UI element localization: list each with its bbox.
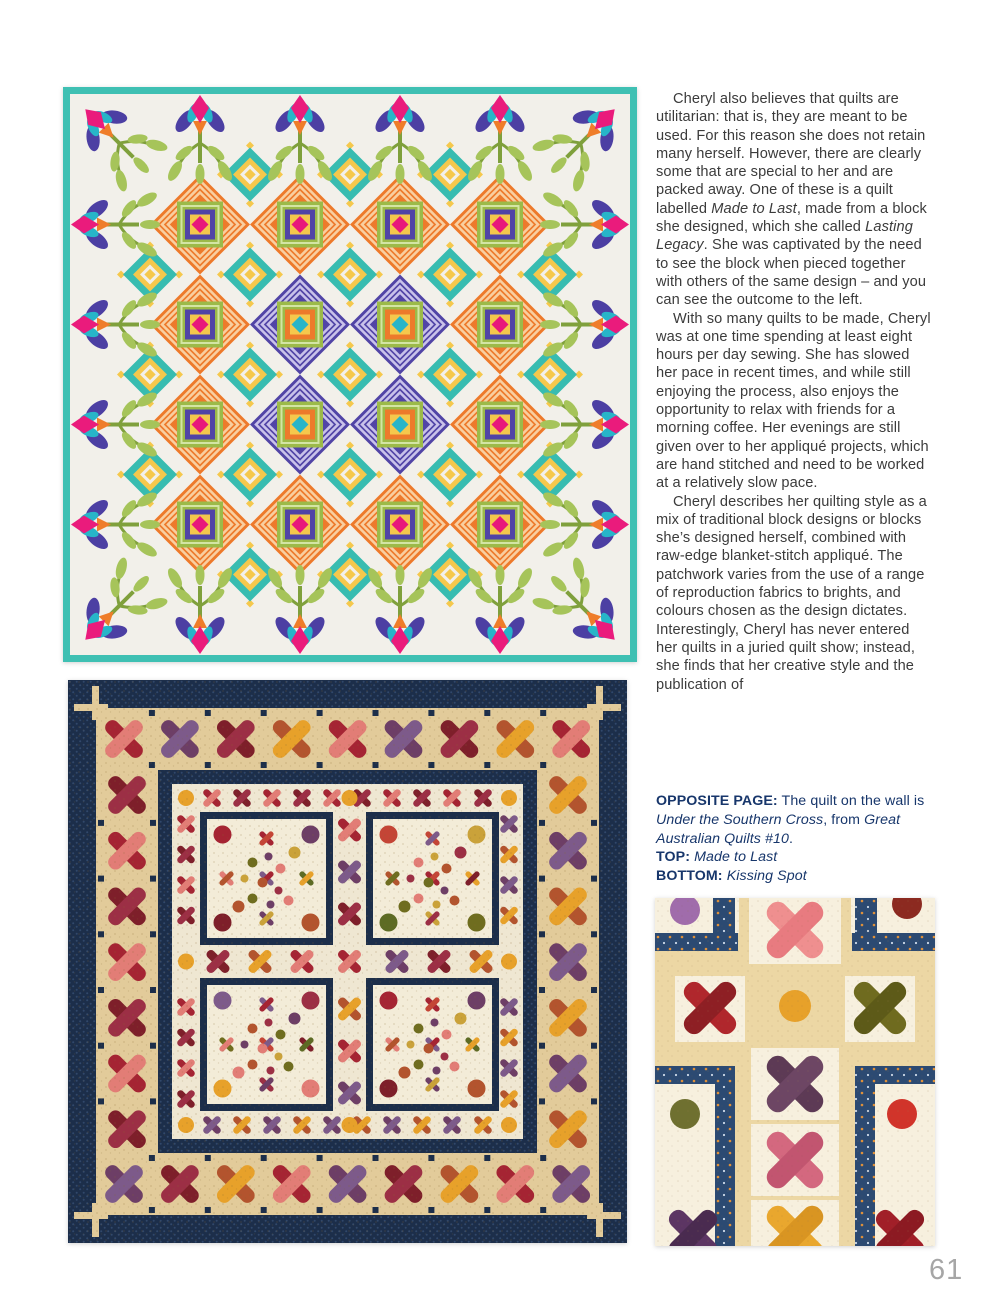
article-text-column bbox=[656, 90, 934, 694]
quilt-photo-made-to-last bbox=[63, 87, 637, 662]
caption-line-top: TOP: Made to Last bbox=[656, 849, 778, 866]
kissing-spot-detail-image bbox=[655, 898, 935, 1246]
article-paragraph: With so many quilts to be made, Cheryl was at one time spending at least eight hours per day sewing. She has slowed her pace in recent times, and while still enjoying the process, also enjoys the opportunity to relax with friends for a morning coffee. Her evenings are still given over to her appliqué projects, which are hand stitched and need to be worked at a relatively slow pace. bbox=[656, 310, 931, 492]
made-to-last-quilt-image bbox=[63, 87, 637, 662]
kissing-spot-quilt-image bbox=[68, 680, 627, 1243]
page-number: 61 bbox=[929, 1254, 964, 1286]
article-paragraph: Cheryl also believes that quilts are utilitarian: that is, they are meant to be used. For this reason she does not retain many herself. However, there are clearly some that are special to her and are packed away. One of these is a quilt labelled Made to Last, made from a block she designed, which she called Lasting Legacy. She was captivated by the need to see the block when pieced together with others of the same design – and you can see the outcome to the left. bbox=[656, 91, 927, 309]
caption-line-bottom: BOTTOM: Kissing Spot bbox=[656, 868, 807, 885]
caption-line-opposite-page: OPPOSITE PAGE: The quilt on the wall is Under the Southern Cross, from Great Australian Quilts #10. bbox=[656, 793, 925, 847]
quilt-photo-kissing-spot-detail bbox=[655, 898, 935, 1246]
article-paragraph: Cheryl describes her quilting style as a mix of traditional block designs or blocks she’s designed herself, combined with raw-edge blanket-stitch appliqué. The patchwork varies from the use of a range of reproduction fabrics to brights, and colours chosen as the design dictates. Interestingly, Cheryl has never entered her quilts in a juried quilt show; instead, she finds that her creative style and the publication of bbox=[656, 493, 927, 693]
photo-caption bbox=[656, 792, 940, 886]
quilt-photo-kissing-spot bbox=[68, 680, 627, 1243]
